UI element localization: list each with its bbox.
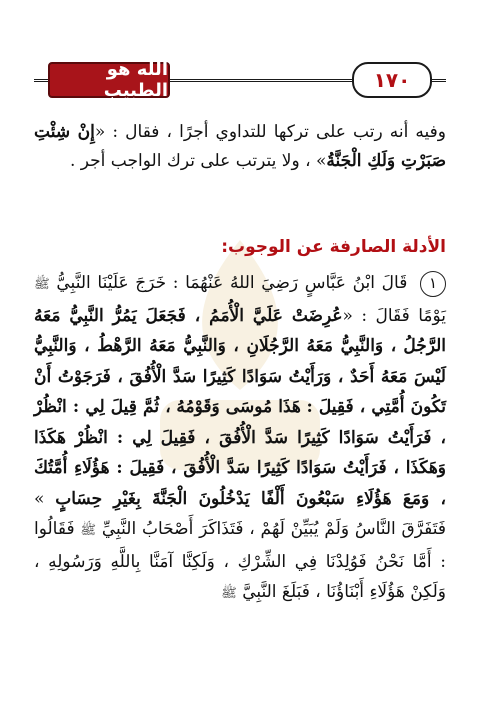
hadith-number: ١ bbox=[420, 271, 446, 297]
hadith-part-2: يَوْمًا فَقَالَ : « bbox=[342, 305, 446, 326]
hadith-part-4: ، ثُمَّ قِيلَ لِي : انْظُرْ ، فَرَأَيْتُ سَوَادًا كَثِيرًا سَدَّ الْأُفُقَ ، فَقِيلَ لِي : انْظُرْ هَكَذَا وَهَكَذَا ، فَرَأَيْتُ سَوَادًا كَثِيرًا سَدَّ الْأُفُقَ ، فَقِيلَ : هَؤُلَاءِ أُمَّتُكَ ، وَمَعَ هَؤُلَاءِ سَبْعُونَ أَلْفًا يَدْخُلُونَ الْجَنَّةَ بِغَيْرِ حِسَابٍ bbox=[34, 397, 447, 509]
salla-symbol: ﷺ bbox=[34, 277, 50, 292]
hadith-bold-2: هَذَا مُوسَى وَقَوْمُهُ bbox=[176, 397, 301, 417]
intro-paragraph bbox=[34, 118, 446, 176]
book-title: الله هو الطبيب bbox=[48, 62, 170, 98]
salla-symbol: ﷺ bbox=[80, 523, 97, 538]
page-number: ١٧٠ bbox=[352, 62, 432, 98]
intro-text-2: » ، ولا يترتب على ترك الواجب أجر . bbox=[69, 151, 327, 171]
hadith-part-6: فَقَالُوا : أَمَّا نَحْنُ فَوُلِدْنَا فِي الشِّرْكِ ، وَلَكِنَّا آمَنَّا بِاللَّهِ وَرَسُولِهِ ، وَلَكِنْ هَؤُلَاءِ أَبْنَاؤُنَا ، فَبَلَغَ النَّبِيَّ bbox=[34, 519, 446, 602]
hadith-paragraph bbox=[34, 268, 446, 610]
section-heading: الأدلة الصارفة عن الوجوب: bbox=[221, 237, 446, 257]
hadith-part-1: قَالَ ابْنُ عَبَّاسٍ رَضِيَ اللهُ عَنْهُمَا : خَرَجَ عَلَيْنَا النَّبِيُّ bbox=[56, 273, 408, 293]
intro-text-1: وفيه أنه رتب على تركها للتداوي أجرًا ، فقال : « bbox=[94, 122, 446, 142]
salla-symbol: ﷺ bbox=[221, 586, 237, 601]
hadith-part-3: ، وَالنَّبِيُّ مَعَهُ الرَّجُلَانِ ، وَالنَّبِيُّ مَعَهُ الرَّهْطُ ، وَالنَّبِيُّ لَيْسَ مَعَهُ أَحَدٌ ، وَرَأَيْتُ سَوَادًا كَثِيرًا سَدَّ الْأُفُقَ ، فَرَجَوْتُ أَنْ تَكُونَ أُمَّتِي ، فَقِيلَ : bbox=[34, 336, 447, 417]
hadith-part-5: » فَتَفَرَّقَ النَّاسُ وَلَمْ يُبَيِّنْ لَهُمْ ، فَتَذَاكَرَ أَصْحَابُ النَّبِيِّ bbox=[34, 488, 446, 539]
page-header bbox=[34, 60, 446, 100]
intro-quote: إِنْ شِئْتِ صَبَرْتِ وَلَكِ الْجَنَّةُ bbox=[34, 122, 446, 171]
hadith-bold-1: عُرِضَتْ عَلَيَّ الْأُمَمُ ، فَجَعَلَ يَمُرُّ النَّبِيُّ مَعَهُ الرَّجُلُ bbox=[34, 305, 447, 356]
